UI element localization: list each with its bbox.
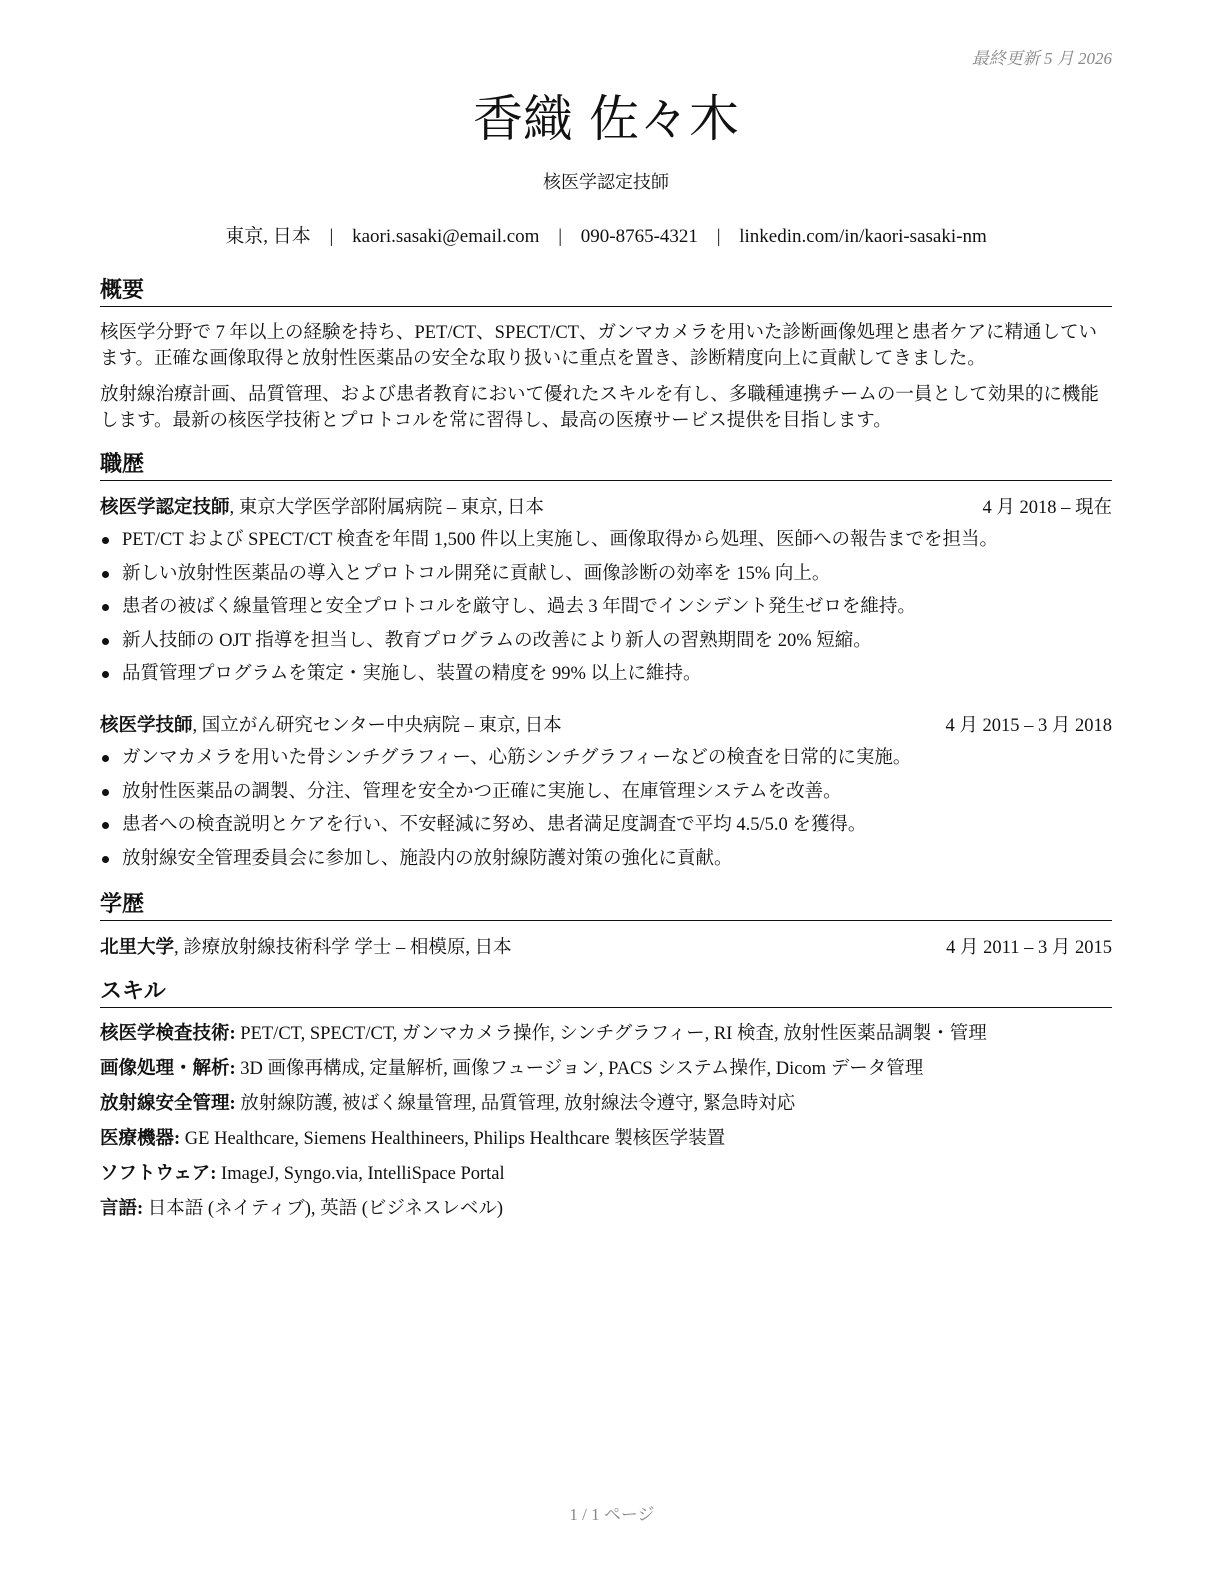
contact-separator: | [716, 226, 721, 247]
skill-row [100, 1021, 1112, 1056]
skill-label: 言語: [100, 1199, 144, 1219]
bullet-text: 放射性医薬品の調製、分注、管理を安全かつ正確に実施し、在庫管理システムを改善。 [122, 781, 842, 802]
bullet-text: 患者への検査説明とケアを行い、不安軽減に努め、患者満足度調査で平均 4.5/5.0 を獲得。 [122, 815, 867, 835]
bullet-text: 新人技師の OJT 指導を担当し、教育プログラムの改善により新人の習熟期間を 20% 短縮。 [122, 630, 872, 651]
bullet-dot-icon [102, 822, 109, 829]
skill-value: GE Healthcare, Siemens Healthineers, Philips Healthcare 製核医学装置 [180, 1129, 726, 1149]
summary-paragraph: 放射線治療計画、品質管理、および患者教育において優れたスキルを有し、多職種連携チームの一員として効果的に機能します。最新の核医学技術とプロトコルを常に習得し、最高の医療サービス提供を目指します。 [100, 385, 1099, 431]
skills-list [100, 1021, 1112, 1231]
skill-label: 核医学検査技術: [100, 1024, 236, 1044]
skill-label: 放射線安全管理: [100, 1094, 236, 1114]
skill-value: 3D 画像再構成, 定量解析, 画像フュージョン, PACS システム操作, Dicom データ管理 [235, 1059, 924, 1079]
bullet-text: 品質管理プログラムを策定・実施し、装置の精度を 99% 以上に維持。 [122, 664, 702, 684]
bullet-item [100, 779, 1112, 813]
section-title-experience: 職歴 [100, 451, 1112, 481]
bullet-dot-icon [102, 537, 109, 544]
skill-label: 医療機器: [100, 1129, 181, 1149]
bullet-dot-icon [102, 638, 109, 645]
skill-value: 放射線防護, 被ばく線量管理, 品質管理, 放射線法令遵守, 緊急時対応 [235, 1094, 796, 1114]
job-bullets [100, 527, 1112, 695]
contact-phone[interactable]: 090-8765-4321 [580, 226, 698, 247]
bullet-text: ガンマカメラを用いた骨シンチグラフィー、心筋シンチグラフィーなどの検査を日常的に実施。 [122, 748, 912, 768]
skill-row [100, 1056, 1112, 1091]
bullet-item [100, 661, 1112, 695]
contact-separator: | [329, 226, 334, 247]
skill-row [100, 1126, 1112, 1161]
skill-label: 画像処理・解析: [100, 1059, 236, 1079]
job-bullets [100, 745, 1112, 879]
bullet-item [100, 594, 1112, 628]
skill-label: ソフトウェア: [100, 1164, 217, 1184]
education-entry [100, 935, 1112, 961]
skill-value: ImageJ, Syngo.via, IntelliSpace Portal [216, 1164, 505, 1184]
contact-linkedin[interactable]: linkedin.com/in/kaori-sasaki-nm [739, 226, 987, 247]
section-title-summary: 概要 [100, 277, 1112, 307]
skill-row [100, 1196, 1112, 1231]
summary-paragraph: 核医学分野で 7 年以上の経験を持ち、PET/CT、SPECT/CT、ガンマカメラを用いた診断画像処理と患者ケアに精通しています。正確な画像取得と放射性医薬品の安全な取り扱いに重点を置き、診断精度向上に貢献してきました。 [100, 323, 1097, 369]
contact-line [100, 225, 1112, 249]
page-number: 1 / 1 ページ [569, 1505, 655, 1524]
bullet-dot-icon [102, 856, 109, 863]
bullet-item [100, 628, 1112, 662]
job-dates: 4 月 2018 – 現在 [982, 498, 1112, 518]
bullet-item [100, 812, 1112, 846]
candidate-name: 香織 佐々木 [473, 90, 739, 148]
job-header [100, 713, 1112, 739]
candidate-headline: 核医学認定技師 [543, 172, 669, 192]
skill-row [100, 1161, 1112, 1196]
job-employer: , 東京大学医学部附属病院 – 東京, 日本 [229, 498, 545, 518]
bullet-item [100, 745, 1112, 779]
bullet-dot-icon [102, 604, 109, 611]
bullet-item [100, 846, 1112, 880]
bullet-dot-icon [102, 671, 109, 678]
contact-separator: | [558, 226, 563, 247]
contact-location: 東京, 日本 [225, 226, 311, 247]
bullet-text: 放射線安全管理委員会に参加し、施設内の放射線防護対策の強化に貢献。 [122, 848, 733, 869]
job-role: 核医学技師 [100, 716, 193, 736]
education-degree: , 診療放射線技術科学 学士 – 相模原, 日本 [174, 938, 512, 958]
section-title-education: 学歴 [100, 891, 1112, 921]
job-employer: , 国立がん研究センター中央病院 – 東京, 日本 [192, 716, 562, 736]
bullet-text: PET/CT および SPECT/CT 検査を年間 1,500 件以上実施し、画像取得から処理、医師への報告までを担当。 [122, 530, 999, 550]
last-updated: 最終更新 5 月 2026 [971, 49, 1112, 68]
bullet-dot-icon [102, 789, 109, 796]
bullet-item [100, 561, 1112, 595]
bullet-dot-icon [102, 755, 109, 762]
bullet-text: 新しい放射性医薬品の導入とプロトコル開発に貢献し、画像診断の効率を 15% 向上。 [122, 563, 831, 584]
bullet-text: 患者の被ばく線量管理と安全プロトコルを厳守し、過去 3 年間でインシデント発生ゼロを維持。 [122, 597, 916, 617]
education-dates: 4 月 2011 – 3 月 2015 [946, 938, 1112, 958]
job-header [100, 495, 1112, 521]
job-role: 核医学認定技師 [100, 498, 230, 518]
skill-value: 日本語 (ネイティブ), 英語 (ビジネスレベル) [143, 1199, 504, 1219]
bullet-item [100, 527, 1112, 561]
skill-value: PET/CT, SPECT/CT, ガンマカメラ操作, シンチグラフィー, RI 検査, 放射性医薬品調製・管理 [235, 1024, 987, 1044]
education-school: 北里大学 [100, 938, 175, 958]
skill-row [100, 1091, 1112, 1126]
contact-email[interactable]: kaori.sasaki@email.com [352, 226, 540, 247]
bullet-dot-icon [102, 571, 109, 578]
job-dates: 4 月 2015 – 3 月 2018 [945, 716, 1112, 736]
section-title-skills: スキル [100, 978, 1112, 1008]
